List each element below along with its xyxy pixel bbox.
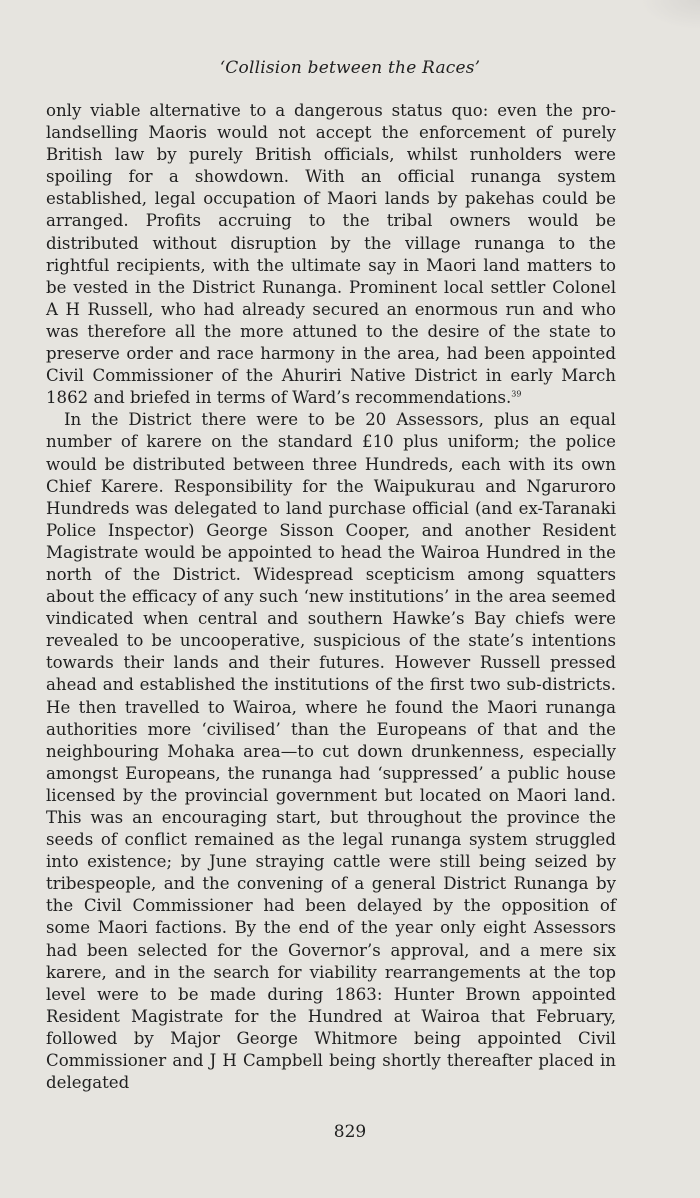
paragraph-2: In the District there were to be 20 Assessors, plus an equal number of karere on the standard £10 plus uniform; the police would be distributed between three Hundreds, each with its own Chief Karere. Responsibility for the Waipukurau and Ngaruroro Hundreds was delegated to land purchase official (and ex-Taranaki Police Inspector) George Sisson Cooper, and another Resident Magistrate would be appointed to head the Wairoa Hundred in the north of the District. Widespread scepticism among squatters about the efficacy of any such ‘new institutions’ in the area seemed vindicated when central and southern Hawke’s Bay chiefs were revealed to be uncooperative, suspicious of the state’s intentions towards their lands and their futures. However Russell pressed ahead and established the institutions of the first two sub-districts. He then travelled to Wairoa, where he found the Maori runanga authorities more ‘civilised’ than the Europeans of that and the neighbouring Mohaka area—to cut down drunkenness, especially amongst Europeans, the runanga had ‘suppressed’ a public house licensed by the provincial government but located on Maori land. This was an encouraging start, but throughout the province the seeds of conflict remained as the legal runanga system struggled into existence; by June straying cattle were still being seized by tribespeople, and the convening of a general District Runanga by the Civil Commissioner had been delayed by the opposition of some Maori factions. By the end of the year only eight Assessors had been selected for the Governor’s approval, and a mere six karere, and in the search for viability rearrangements at the top level were to be made during 1863: Hunter Brown appointed Resident Magistrate for the Hundred at Wairoa that February, followed by Major George Whitmore being appointed Civil Commissioner and J H Campbell being shortly thereafter placed in delegated: [46, 410, 616, 1093]
footnote-marker: 39: [511, 389, 522, 399]
paragraph-1-text: only viable alternative to a dangerous status quo: even the pro-landselling Maoris would not accept the enforcement of purely British law by purely British officials, whilst runholders were spoiling for a showdown. With an official runanga system established, legal occupation of Maori lands by pakehas could be arranged. Profits accruing to the tribal owners would be distributed without disruption by the village runanga to the rightful recipients, with the ultimate say in Maori land matters to be vested in the District Runanga. Prominent local settler Colonel A H Russell, who had already secured an enormous run and who was therefore all the more attuned to the desire of the state to preserve order and race harmony in the area, had been appointed Civil Commissioner of the Ahuriri Native District in early March 1862 and briefed in terms of Ward’s recommendations.: [46, 101, 616, 408]
paragraph-1: [46, 100, 616, 409]
paper-blemish: [640, 0, 700, 30]
body-text: [46, 100, 616, 1094]
running-head: ‘Collision between the Races’: [219, 58, 481, 78]
page-number: 829: [333, 1122, 367, 1142]
